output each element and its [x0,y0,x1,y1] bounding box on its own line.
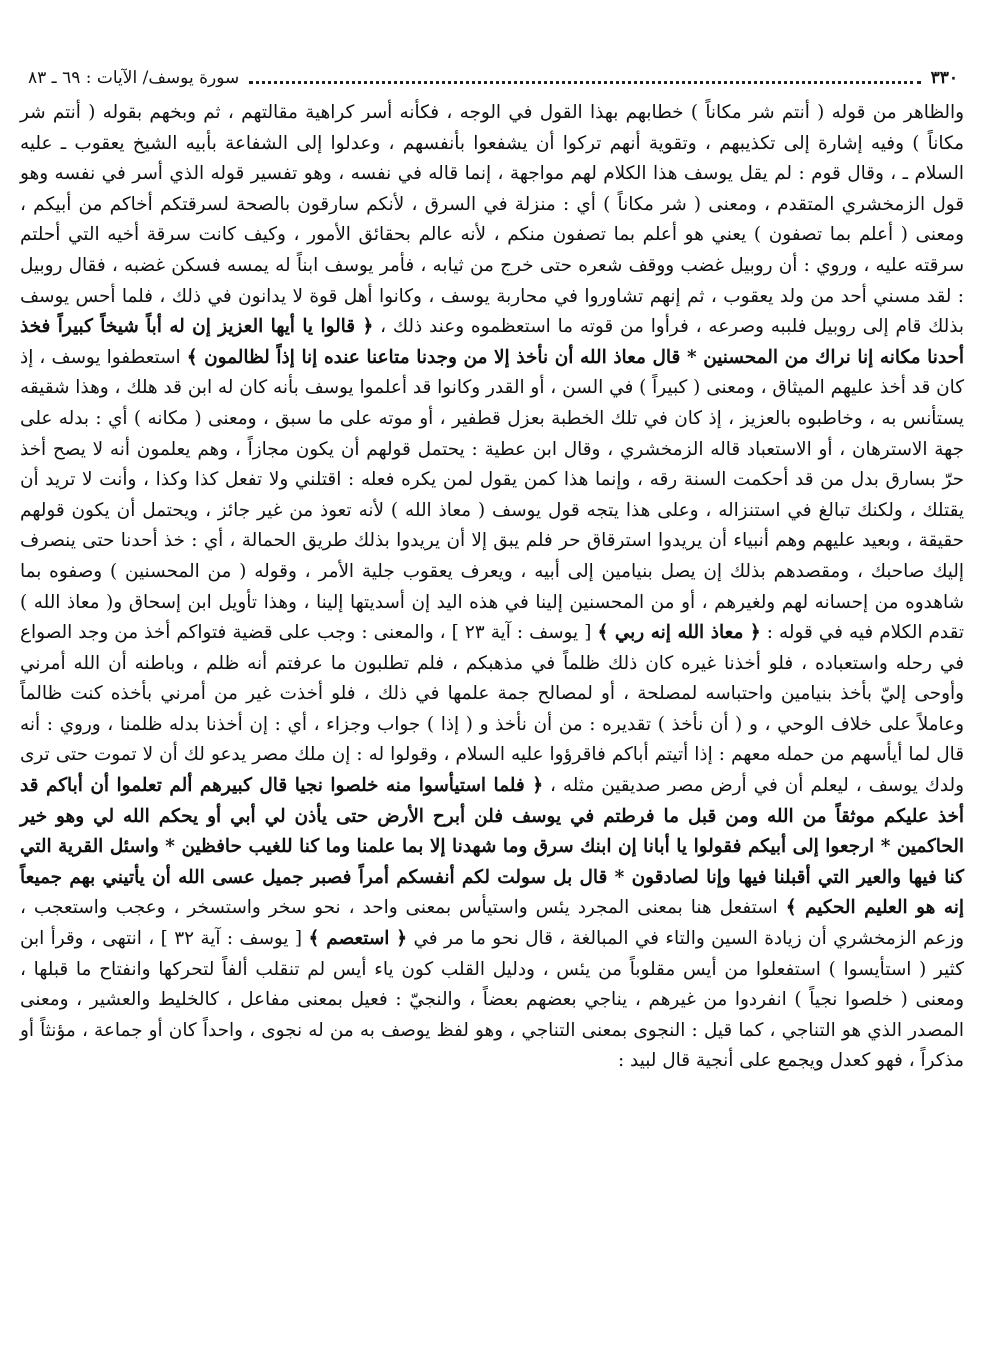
commentary-text: [ يوسف : آية ٢٣ ] ، والمعنى : وجب على قضية فتواكم أخذ من وجد الصواع في رحله واستعباده ، فلو أخذنا غيره كان ذلك ظلماً في مذهبكم ، فلم تطلبون ما عرفتم أنه ظلم ، وباطنه أن الله أمرني وأوحى إليّ بأخذ بنيامين واحتباسه لمصلحة ، أو لمصالح جمة علمها في ذلك ، فلو أخذت غير من أمرني بأخذه كنت ظالماً وعاملاً على خلاف الوحي ، و ( أن نأخذ ) تقديره : من أن نأخذ و ( إذا ) جواب وجزاء ، أي : إن أخذنا بدله ظلمنا ، وروي : أنه قال لما أيأسهم من حمله معهم : إذا أتيتم أباكم فاقرؤوا عليه السلام ، وقولوا له : إن ملك مصر يدعو لك أن لا تموت حتى ترى ولدك يوسف ، ليعلم أن في أرض مصر صديقين مثله ، [20,622,964,797]
page-number: ٣٣٠ [930,68,958,88]
commentary-text: استعطفوا يوسف ، إذ كان قد أخذ عليهم الميثاق ، ومعنى ( كبيراً ) في السن ، أو القدر وكانوا قد أعلموا يوسف بأنه كان له ابن قد هلك ، وهذا شقيقه يستأنس به ، وخاطبوه بالعزيز ، إذ كان في تلك الخطبة بعزل قطفير ، أو موته على ما سبق ، ومعنى ( مكانه ) أي : بدله على جهة الاسترهان ، أو الاستعباد قاله الزمخشري ، وقال ابن عطية : يحتمل قولهم أن يكون مجازاً ، وهم يعلمون أنه لا يصح أخذ حرّ بسارق بدل من قد أحكمت السنة رقه ، وإنما هذا كمن يقول لمن يكره فعله : اقتلني ولا تفعل كذا وكذا ، وأنت لا تريد أن يقتلك ، ولكنك تبالغ في استنزاله ، وعلى هذا يتجه قول يوسف ( معاذ الله ) لأنه تعوذ من غير جائز ، ويحتمل أن يكون قولهم حقيقة ، وبعيد عليهم وهم أنبياء أن يريدوا استرقاق حر فلم يبق إلا أن يريدوا بذلك طريق الحمالة ، أي : خذ أحدنا حتى ينصرف إليك صاحبك ، ومقصدهم بذلك إن يصل بنيامين إلى أبيه ، ويعرف يعقوب جلية الأمر ، وقوله ( من المحسنين ) وصفوه بما شاهدوه من إحسانه لهم ولغيرهم ، أو من المحسنين إلينا في هذه اليد إن أسديتها إلينا ، وهذا تأويل ابن إسحاق و( معاذ الله ) تقدم الكلام فيه في قوله : [20,346,964,644]
commentary-text: [ يوسف : آية ٣٢ ] ، انتهى ، وقرأ ابن كثير ( استأيسوا ) استفعلوا من أيس مقلوباً من يئس ، ودليل القلب كون ياء أيس لم تنقلب ألفاً لتحركها وانفتاح ما قبلها ، ومعنى ( خلصوا نجياً ) انفردوا من غيرهم ، يناجي بعضهم بعضاً ، والنجيّ : فعيل بمعنى مفاعل ، كالخليط والعشير ، ومعنى المصدر الذي هو التناجي ، كما قيل : النجوى بمعنى التناجي ، وهو لفظ يوصف به من له نجوى ، واحداً كان أو جماعة ، مؤنثاً أو مذكراً ، فهو كعدل ويجمع على أنجية قال لبيد : [20,928,964,1072]
body-paragraph [20,98,964,1077]
body-text [20,98,964,1077]
header-dotted-leader [249,81,920,84]
quran-quote: ﴿ معاذ الله إنه ربي ﴾ [597,622,761,644]
quran-quote: ﴿ قالوا يا أيها العزيز إن له أباً شيخاً كبيراً فخذ أحدنا مكانه إنا نراك من المحسنين * قال معاذ الله أن نأخذ إلا من وجدنا متاعنا عنده إنا إذاً لظالمون ﴾ [20,316,964,368]
quran-quote: ﴿ فلما استيأسوا منه خلصوا نجيا قال كبيرهم ألم تعلموا أن أباكم قد أخذ عليكم موثقاً من الله ومن قبل ما فرطتم في يوسف فلن أبرح الأرض حتى يأذن لي أبي أو يحكم الله لي وهو خير الحاكمين * ارجعوا إلى أبيكم فقولوا يا أبانا إن ابنك سرق وما شهدنا إلا بما علمنا وما كنا للغيب حافظين * واسئل القرية التي كنا فيها والعير التي أقبلنا فيها وإنا لصادقون * قال بل سولت لكم أنفسكم أمراً فصبر جميل عسى الله أن يأتيني بهم جميعاً إنه هو العليم الحكيم ﴾ [20,775,964,919]
running-title: سورة يوسف/ الآيات : ٦٩ ـ ٨٣ [28,68,240,88]
page-header [28,66,958,90]
quran-quote: ﴿ استعصم ﴾ [308,928,408,950]
commentary-text: استفعل هنا بمعنى المجرد يئس واستيأس بمعنى واحد ، نحو سخر واستسخر ، وعجب واستعجب ، وزعم الزمخشري أن زيادة السين والتاء في المبالغة ، قال نحو ما مر في [20,897,964,950]
commentary-text: والظاهر من قوله ( أنتم شر مكاناً ) خطابهم بهذا القول في الوجه ، فكأنه أسر كراهية مقالتهم ، ثم وبخهم بقوله ( أنتم شر مكاناً ) وفيه إشارة إلى تكذيبهم ، وتقوية أنهم تركوا أن يشفعوا بأنفسهم ، وعدلوا إلى الشفاعة بأبيه الشيخ يعقوب ـ عليه السلام ـ ، وقال قوم : لم يقل يوسف هذا الكلام لهم مواجهة ، إنما قاله في نفسه ، وهو تفسير قوله الذي أسر في نفسه وهو قول الزمخشري المتقدم ، ومعنى ( شر مكاناً ) أي : منزلة في السرق ، لأنكم سارقون بالصحة لسرقتكم أخاكم من أبيكم ، ومعنى ( أعلم بما تصفون ) يعني هو أعلم بما تصفون منكم ، لأنه عالم بحقائق الأمور ، وكيف كانت سرقة أخيه التي أحلتم سرقته عليه ، وروي : أن روبيل غضب ووقف شعره حتى خرج من ثيابه ، فأمر يوسف ابناً له يمسه فسكن غضبه ، فقال روبيل : لقد مسني أحد من ولد يعقوب ، ثم إنهم تشاوروا في محاربة يوسف ، وكانوا أهل قوة لا يدانون في ذلك ، فلما أحس يوسف بذلك قام إلى روبيل فلببه وصرعه ، فرأوا من قوته ما استعظموه وعند ذلك ، [20,102,964,338]
